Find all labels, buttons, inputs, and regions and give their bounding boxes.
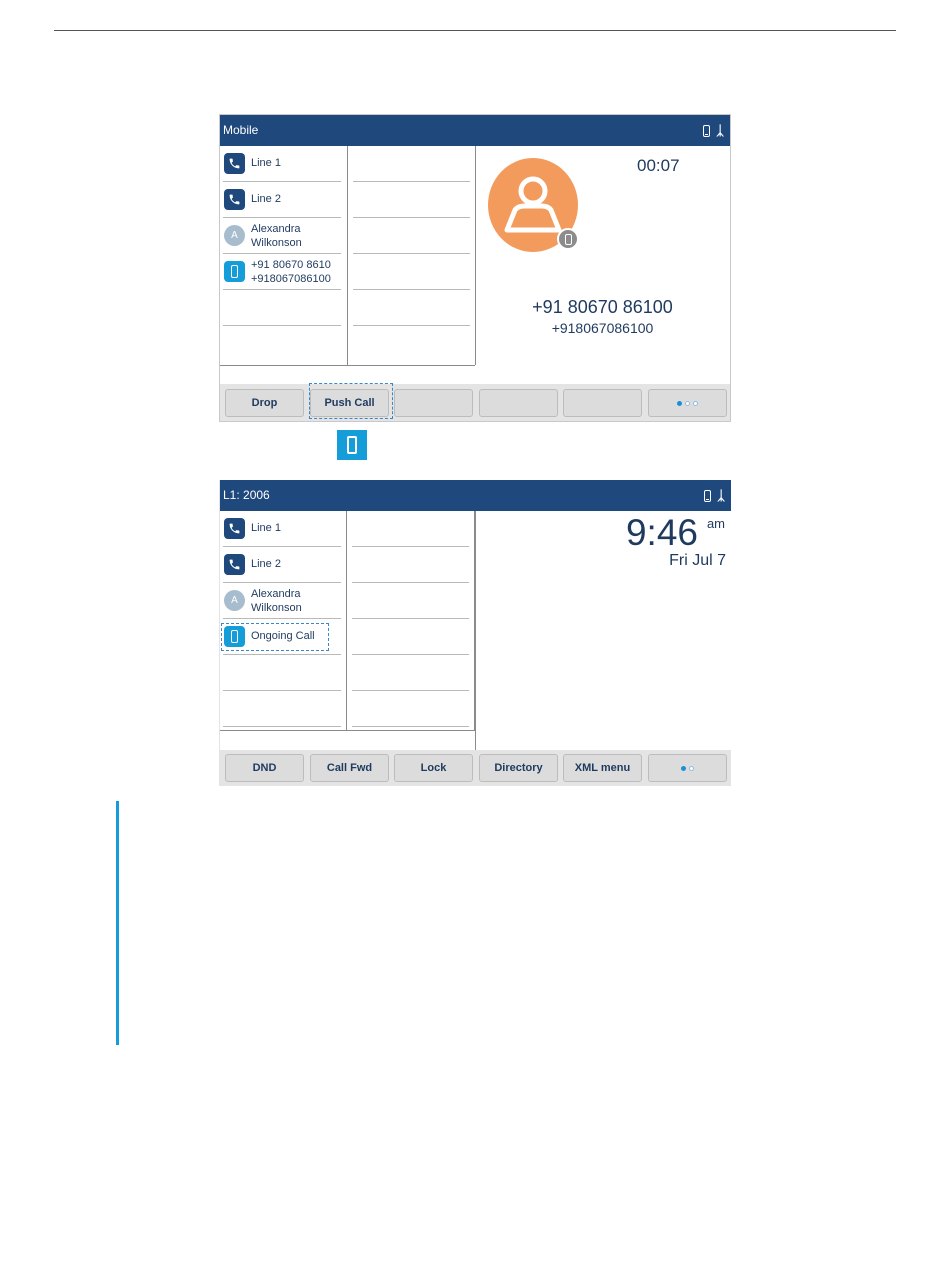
empty-line-key[interactable] [223, 691, 341, 727]
column-divider [220, 365, 475, 366]
mobile-badge-icon [557, 228, 579, 250]
empty-key[interactable] [352, 547, 469, 583]
mobile-phone-icon [224, 626, 245, 647]
empty-key[interactable] [353, 182, 470, 218]
more-softkeys-button[interactable] [648, 754, 727, 782]
secondary-keys-column [348, 146, 476, 365]
note-accent-bar [116, 801, 119, 1045]
line-key-1[interactable] [223, 511, 341, 547]
title-bar [220, 115, 730, 146]
handset-icon [224, 518, 245, 539]
bluetooth-icon: ᛣ [716, 123, 724, 138]
push-call-highlight [309, 383, 393, 419]
line-key-label: Line 2 [251, 558, 281, 570]
mobile-phone-icon [704, 490, 711, 502]
line-key-label: Line 1 [251, 157, 281, 169]
clock-date: Fri Jul 7 [669, 552, 726, 569]
contact-last-name: Wilkonson [251, 602, 302, 614]
contact-avatar-icon: A [224, 225, 245, 246]
clock-panel [475, 511, 731, 750]
dnd-button[interactable]: DND [225, 754, 304, 782]
empty-key[interactable] [353, 218, 470, 254]
empty-key[interactable] [352, 583, 469, 619]
line-key-1[interactable] [223, 146, 341, 182]
title-bar [220, 480, 731, 511]
directory-button[interactable]: Directory [479, 754, 558, 782]
handset-icon [224, 189, 245, 210]
lock-button[interactable]: Lock [394, 754, 473, 782]
empty-key[interactable] [353, 146, 470, 182]
page-indicator [677, 391, 698, 417]
drop-button[interactable]: Drop [225, 389, 304, 417]
contact-first-name: Alexandra [251, 588, 301, 600]
more-softkeys-button[interactable] [648, 389, 727, 417]
contact-avatar-icon: A [224, 590, 245, 611]
empty-key[interactable] [352, 511, 469, 547]
softkey-bar [220, 384, 730, 421]
call-fwd-button[interactable]: Call Fwd [310, 754, 389, 782]
softkey-bar [220, 750, 731, 786]
clock-time: 9:46 [625, 512, 698, 553]
call-timer: 00:07 [637, 156, 680, 175]
empty-key[interactable] [352, 619, 469, 655]
empty-softkey[interactable] [563, 389, 642, 417]
screen-title: L1: 2006 [223, 488, 270, 502]
contact-name [251, 222, 302, 250]
contact-key-alexandra[interactable] [223, 218, 341, 254]
empty-key[interactable] [352, 691, 469, 727]
mobile-phone-icon [224, 261, 245, 282]
line-key-label: Line 2 [251, 193, 281, 205]
caller-number: +91 80670 86100 [532, 297, 673, 317]
push-call-button[interactable]: Push Call [310, 389, 389, 417]
contact-last-name: Wilkonson [251, 237, 302, 249]
empty-line-key[interactable] [223, 290, 341, 326]
mobile-phone-icon [703, 125, 710, 137]
mobile-call-key[interactable] [223, 254, 341, 290]
secondary-keys-column [347, 511, 475, 730]
phone-screen-active-call [219, 114, 731, 422]
empty-key[interactable] [352, 655, 469, 691]
page-indicator [681, 756, 694, 782]
contact-name [251, 587, 302, 615]
mobile-number-raw: +918067086100 [251, 273, 331, 285]
mobile-number-display: +91 80670 8610 [251, 259, 331, 271]
caller-number-raw: +918067086100 [551, 320, 654, 336]
mobile-call-label [251, 258, 331, 286]
call-info-panel [475, 146, 730, 384]
contact-key-alexandra[interactable] [223, 583, 341, 619]
empty-softkey[interactable] [394, 389, 473, 417]
mobile-phone-icon [337, 430, 367, 460]
header-rule [54, 30, 896, 31]
handset-icon [224, 153, 245, 174]
contact-first-name: Alexandra [251, 223, 301, 235]
empty-key[interactable] [353, 290, 470, 326]
empty-line-key[interactable] [223, 655, 341, 691]
ongoing-call-label: Ongoing Call [251, 630, 315, 642]
empty-softkey[interactable] [479, 389, 558, 417]
line-key-2[interactable] [223, 547, 341, 583]
line-key-2[interactable] [223, 182, 341, 218]
column-divider [220, 730, 475, 731]
xml-menu-button[interactable]: XML menu [563, 754, 642, 782]
ongoing-call-key[interactable] [223, 619, 341, 655]
empty-key[interactable] [353, 254, 470, 290]
clock-ampm: am [706, 516, 725, 531]
handset-icon [224, 554, 245, 575]
screen-title: Mobile [223, 123, 259, 137]
line-keys-column [220, 146, 348, 365]
bluetooth-icon: ᛣ [717, 488, 725, 503]
line-key-label: Line 1 [251, 522, 281, 534]
phone-screen-idle [219, 480, 731, 786]
line-keys-column [220, 511, 347, 730]
